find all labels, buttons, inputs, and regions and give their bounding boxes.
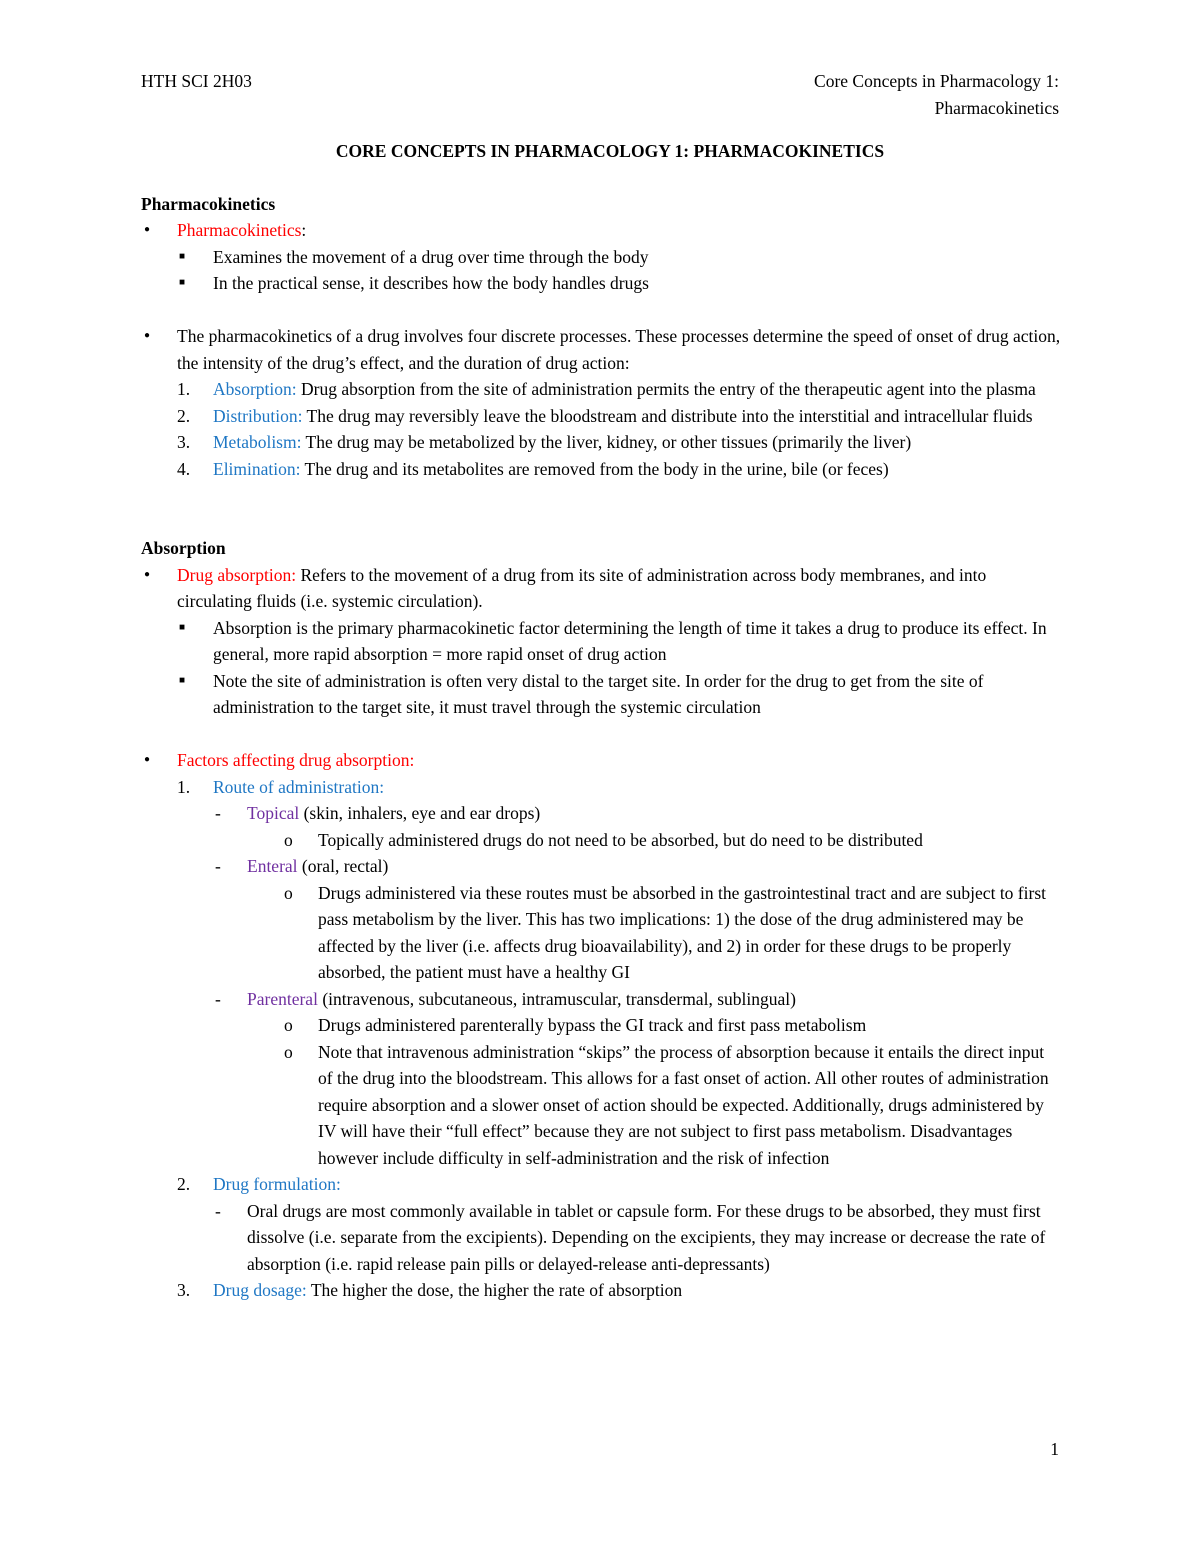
- definition-term: Drug absorption:: [177, 564, 297, 585]
- item-number: 2.: [177, 405, 191, 426]
- process-text: The drug may be metabolized by the liver, kidney, or other tissues (primarily the liver): [301, 432, 912, 452]
- factor-term: Drug dosage:: [213, 1280, 307, 1300]
- list-item: ■ In the practical sense, it describes how the body handles drugs: [141, 270, 1061, 297]
- processes-intro: The pharmacokinetics of a drug involves four discrete processes. These processes determine the speed of onset of drug action, the intensity of the drug’s effect, and the duration of drug action:: [177, 326, 1061, 373]
- spacer: [141, 721, 1061, 748]
- absorption-list: [141, 562, 1061, 615]
- route-term: Parenteral: [247, 988, 318, 1009]
- document-body: [141, 138, 1061, 1304]
- item-number: 3.: [177, 432, 191, 452]
- list-item: ■ Examines the movement of a drug over time through the body: [141, 244, 1061, 271]
- spacer: [141, 297, 1061, 324]
- process-term: Metabolism:: [213, 432, 302, 452]
- processes-numbered-list: [141, 376, 1061, 482]
- spacer: [141, 482, 1061, 535]
- process-text: The drug and its metabolites are removed from the body in the urine, bile (or feces): [300, 458, 889, 479]
- list-item: o Drugs administered via these routes must be absorbed in the gastrointestinal tract and are subject to first pass metabolism by the liver. This has two implications: 1) the dose of the drug administered may be affected by the liver (i.e. affects drug bioavailability), and 2) in order for these drugs to be properly absorbed, the patient must have a healthy GI: [141, 880, 1061, 986]
- list-item: [141, 217, 1061, 297]
- list-item: ■ Note the site of administration is often very distal to the target site. In order for the drug to get from the site of administration to the target site, it must travel through the systemic circulation: [141, 668, 1061, 721]
- process-term: Distribution:: [213, 405, 303, 426]
- list-item: ■ Absorption is the primary pharmacokinetic factor determining the length of time it takes a drug to produce its effect. In general, more rapid absorption = more rapid onset of drug action: [141, 615, 1061, 668]
- item-number: 4.: [177, 458, 191, 479]
- item-number: 3.: [177, 1280, 191, 1300]
- header-topic: [814, 68, 1059, 121]
- route-text: (oral, rectal): [297, 856, 389, 876]
- list-item: [141, 1277, 1061, 1304]
- route-text: (intravenous, subcutaneous, intramuscular, transdermal, sublingual): [317, 988, 796, 1009]
- process-text: The drug may reversibly leave the bloodstream and distribute into the interstitial and intracellular fluids: [302, 405, 1033, 426]
- list-item: o Note that intravenous administration “skips” the process of absorption because it entails the direct input of the drug into the bloodstream. This allows for a fast onset of action. All other routes of administration require absorption and a slower onset of action should be expected. Additionally, drugs administered by IV will have their “full effect” because they are not subject to first pass metabolism. Disadvantages however include difficulty in self-administration and the risk of infection: [141, 1039, 1061, 1172]
- factor-text: The higher the dose, the higher the rate of absorption: [306, 1280, 683, 1300]
- section-heading-absorption: Absorption: [141, 538, 226, 558]
- pk-list: [141, 217, 1061, 297]
- factors-numbered-list: [141, 774, 1061, 801]
- item-number: 1.: [177, 379, 191, 399]
- list-item: o Drugs administered parenterally bypass the GI track and first pass metabolism: [141, 1012, 1061, 1039]
- header-course: HTH SCI 2H03: [141, 71, 252, 91]
- page-number: 1: [1050, 1439, 1059, 1459]
- document-title: CORE CONCEPTS IN PHARMACOLOGY 1: PHARMACOKINETICS: [335, 141, 885, 161]
- factors-numbered-list-3: [141, 1277, 1061, 1304]
- factors-heading: Factors affecting drug absorption:: [177, 750, 415, 770]
- item-number: 2.: [177, 1174, 191, 1194]
- route-term: Enteral: [247, 856, 298, 876]
- item-number: 1.: [177, 776, 191, 797]
- header-topic-line2: Pharmacokinetics: [934, 97, 1059, 118]
- list-item: [141, 562, 1061, 615]
- list-item: [141, 747, 1061, 774]
- factors-list: [141, 747, 1061, 774]
- list-item: [141, 429, 1061, 456]
- list-item: - Oral drugs are most commonly available in tablet or capsule form. For these drugs to be absorbed, they must first dissolve (i.e. separate from the excipients). Depending on the excipients, they may increase or decrease the rate of absorption (i.e. rapid release pain pills or delayed-release anti-depressants): [141, 1198, 1061, 1278]
- section-heading-pharmacokinetics: Pharmacokinetics: [141, 193, 276, 214]
- factor-term: Drug formulation:: [213, 1174, 341, 1194]
- factor-term: Route of administration:: [213, 776, 385, 797]
- route-topical: [141, 800, 1061, 827]
- processes-list: [141, 323, 1061, 376]
- definition-colon: :: [301, 220, 307, 240]
- list-item: [141, 774, 1061, 801]
- definition-text: Refers to the movement of a drug from its site of administration across body membranes, and into circulating fluids (i.e. systemic circulation).: [177, 564, 987, 611]
- list-item: o Topically administered drugs do not need to be absorbed, but do need to be distributed: [141, 827, 1061, 854]
- factors-numbered-list-2: [141, 1171, 1061, 1198]
- list-item: [141, 456, 1061, 483]
- sub-list: [141, 615, 1061, 721]
- route-parenteral: [141, 986, 1061, 1013]
- header-topic-line1: Core Concepts in Pharmacology 1:: [814, 71, 1059, 91]
- route-enteral: [141, 853, 1061, 880]
- route-text: (skin, inhalers, eye and ear drops): [299, 803, 541, 823]
- sub-list: [177, 244, 1061, 297]
- definition-term: Pharmacokinetics: [177, 220, 302, 240]
- list-item: [141, 323, 1061, 376]
- process-term: Elimination:: [213, 458, 301, 479]
- list-item: [141, 403, 1061, 430]
- process-text: Drug absorption from the site of administration permits the entry of the therapeutic agent into the plasma: [296, 379, 1036, 399]
- process-term: Absorption:: [213, 379, 297, 399]
- list-item: [141, 1171, 1061, 1198]
- list-item: [141, 376, 1061, 403]
- route-term: Topical: [247, 803, 300, 823]
